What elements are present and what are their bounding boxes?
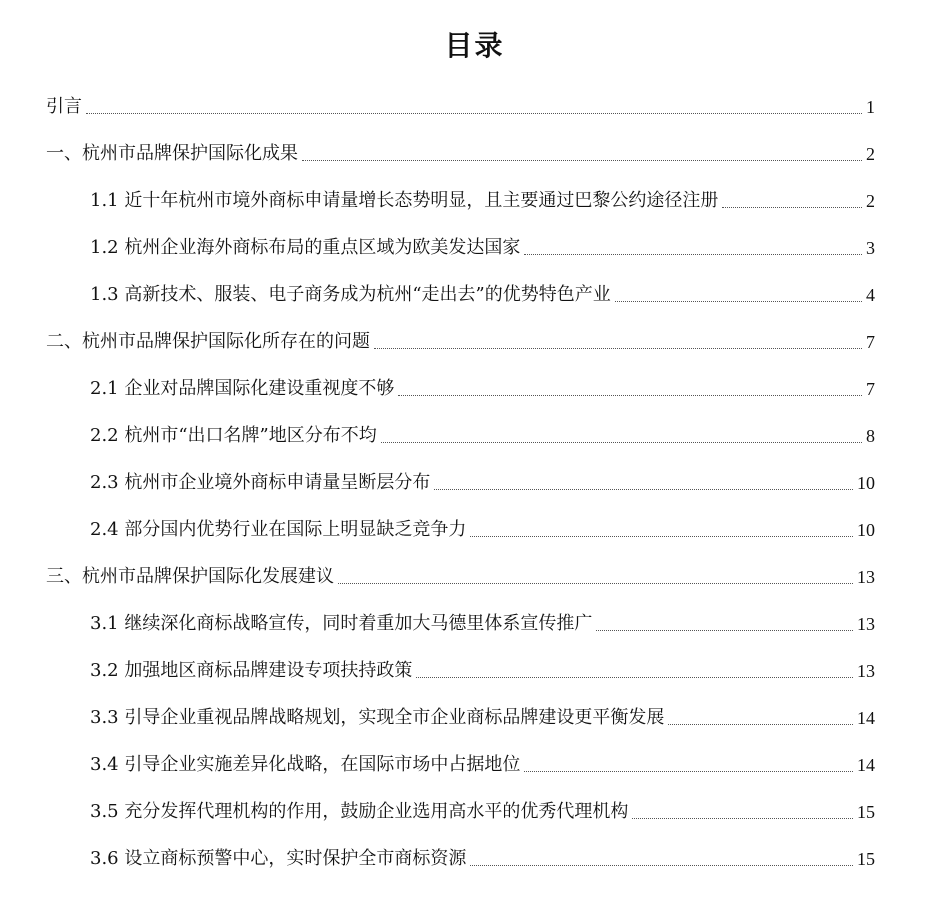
toc-entry[interactable] xyxy=(0,553,949,600)
toc-entry-label: 二、杭州市品牌保护国际化所存在的问题 xyxy=(46,330,370,352)
toc-entry[interactable] xyxy=(0,600,949,647)
toc-leader-dots xyxy=(434,467,853,490)
toc-entry-page: 15 xyxy=(857,848,875,869)
toc-leader-dots xyxy=(596,608,853,631)
toc-entry[interactable] xyxy=(0,177,949,224)
toc-entry[interactable] xyxy=(0,506,949,553)
toc-entry-page: 7 xyxy=(866,331,875,352)
toc-entry-label: 1.3 高新技术、服装、电子商务成为杭州“走出去”的优势特色产业 xyxy=(90,283,611,305)
toc-entry-page: 2 xyxy=(866,190,875,211)
toc-leader-dots xyxy=(470,514,853,537)
toc-entry-page: 13 xyxy=(857,660,875,681)
toc-entry-label: 3.4 引导企业实施差异化战略，在国际市场中占据地位 xyxy=(90,753,521,775)
toc-entry[interactable] xyxy=(0,365,949,412)
toc-entry[interactable] xyxy=(0,83,949,130)
toc-entry[interactable] xyxy=(0,788,949,835)
toc-entry-page: 14 xyxy=(857,707,875,728)
toc-leader-dots xyxy=(668,702,853,725)
toc-leader-dots xyxy=(632,796,853,819)
toc-entry-label: 2.1 企业对品牌国际化建设重视度不够 xyxy=(90,377,395,399)
toc-entry-page: 2 xyxy=(866,143,875,164)
toc-entry-label: 引言 xyxy=(46,95,82,117)
toc-entry-page: 7 xyxy=(866,378,875,399)
toc-entry-label: 3.2 加强地区商标品牌建设专项扶持政策 xyxy=(90,659,413,681)
table-of-contents xyxy=(0,83,949,882)
toc-title: 目录 xyxy=(444,29,505,62)
toc-leader-dots xyxy=(374,326,862,349)
toc-entry[interactable] xyxy=(0,694,949,741)
toc-leader-dots xyxy=(615,279,862,302)
toc-leader-dots xyxy=(302,138,862,161)
toc-entry-label: 3.3 引导企业重视品牌战略规划，实现全市企业商标品牌建设更平衡发展 xyxy=(90,706,665,728)
toc-entry-label: 3.5 充分发挥代理机构的作用，鼓励企业选用高水平的优秀代理机构 xyxy=(90,800,629,822)
toc-entry-label: 2.4 部分国内优势行业在国际上明显缺乏竞争力 xyxy=(90,518,467,540)
toc-entry-page: 8 xyxy=(866,425,875,446)
toc-entry-page: 1 xyxy=(866,96,875,117)
toc-entry-label: 3.1 继续深化商标战略宣传，同时着重加大马德里体系宣传推广 xyxy=(90,612,593,634)
toc-leader-dots xyxy=(86,91,862,114)
toc-leader-dots xyxy=(524,749,853,772)
toc-entry-page: 13 xyxy=(857,613,875,634)
toc-entry-page: 10 xyxy=(857,472,875,493)
toc-entry-label: 1.1 近十年杭州市境外商标申请量增长态势明显，且主要通过巴黎公约途径注册 xyxy=(90,189,719,211)
toc-entry-page: 15 xyxy=(857,801,875,822)
toc-leader-dots xyxy=(722,185,862,208)
toc-leader-dots xyxy=(338,561,853,584)
toc-entry[interactable] xyxy=(0,224,949,271)
toc-entry-label: 三、杭州市品牌保护国际化发展建议 xyxy=(46,565,334,587)
toc-leader-dots xyxy=(398,373,862,396)
toc-entry-page: 4 xyxy=(866,284,875,305)
toc-entry[interactable] xyxy=(0,647,949,694)
toc-entry[interactable] xyxy=(0,835,949,882)
toc-leader-dots xyxy=(381,420,862,443)
toc-entry[interactable] xyxy=(0,412,949,459)
toc-entry-label: 2.2 杭州市“出口名牌”地区分布不均 xyxy=(90,424,377,446)
toc-leader-dots xyxy=(524,232,862,255)
toc-entry-page: 14 xyxy=(857,754,875,775)
toc-leader-dots xyxy=(416,655,853,678)
toc-entry[interactable] xyxy=(0,130,949,177)
toc-entry-page: 10 xyxy=(857,519,875,540)
toc-entry[interactable] xyxy=(0,271,949,318)
toc-entry-label: 一、杭州市品牌保护国际化成果 xyxy=(46,142,298,164)
toc-entry[interactable] xyxy=(0,318,949,365)
toc-entry[interactable] xyxy=(0,741,949,788)
toc-entry-label: 1.2 杭州企业海外商标布局的重点区域为欧美发达国家 xyxy=(90,236,521,258)
toc-entry[interactable] xyxy=(0,459,949,506)
toc-entry-page: 13 xyxy=(857,566,875,587)
toc-entry-label: 2.3 杭州市企业境外商标申请量呈断层分布 xyxy=(90,471,431,493)
toc-leader-dots xyxy=(470,843,853,866)
toc-entry-page: 3 xyxy=(866,237,875,258)
toc-entry-label: 3.6 设立商标预警中心，实时保护全市商标资源 xyxy=(90,847,467,869)
